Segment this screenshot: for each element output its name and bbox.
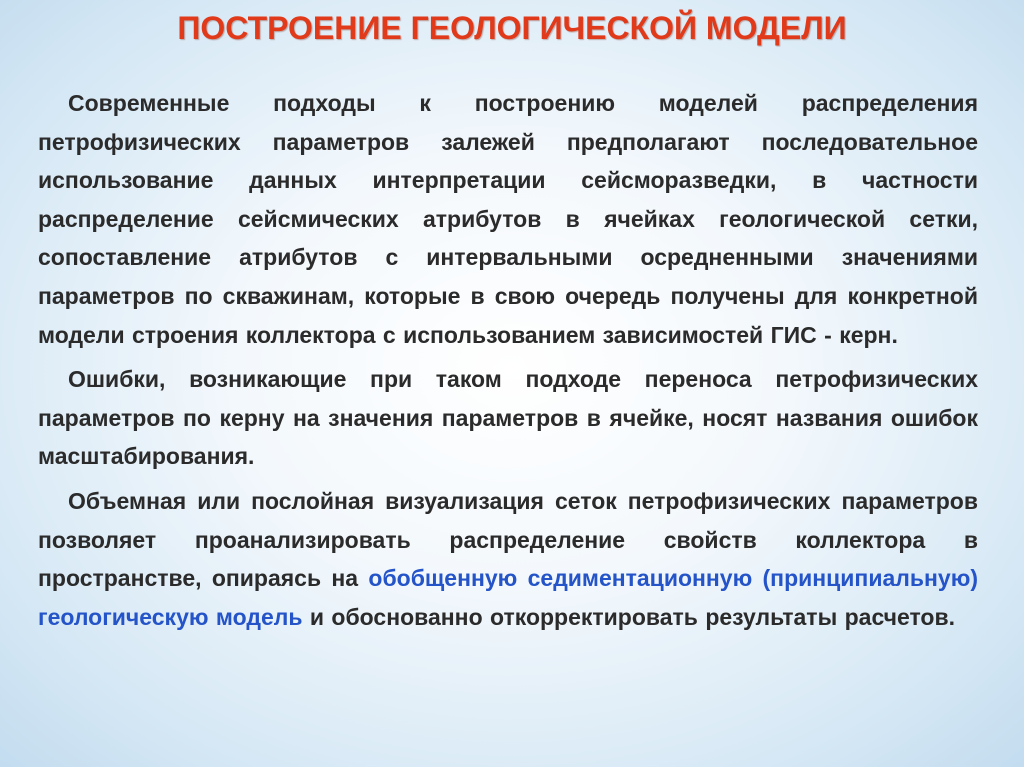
visualization-text-end: и обоснованно откорректировать результаты расчетов. <box>302 603 956 630</box>
highlighted-model-term: обобщенную седиментационную (принципиальную) геологическую модель <box>38 565 978 630</box>
slide-body <box>38 84 978 636</box>
slide-title: ПОСТРОЕНИЕ ГЕОЛОГИЧЕСКОЙ МОДЕЛИ <box>177 10 847 46</box>
visualization-text-start: Объемная или послойная визуализация сеток петрофизических параметров позволяет проанализировать распределение свойств коллектора в пространстве, опираясь на <box>38 487 978 592</box>
paragraph-modern-approaches: Современные подходы к построению моделей распределения петрофизических параметров залежей предполагают последовательное использование данных интерпретации сейсморазведки, в частности распределение сейсмических атрибутов в ячейках геологической сетки, сопоставление атрибутов с интервальными осредненными значениями параметров по скважинам, которые в свою очередь получены для конкретной модели строения коллектора с использованием зависимостей ГИС - керн. <box>38 90 978 348</box>
paragraph-scaling-errors: Ошибки, возникающие при таком подходе переноса петрофизических параметров по керну на значения параметров в ячейке, носят названия ошибок масштабирования. <box>38 366 978 470</box>
paragraph-visualization <box>38 482 978 636</box>
